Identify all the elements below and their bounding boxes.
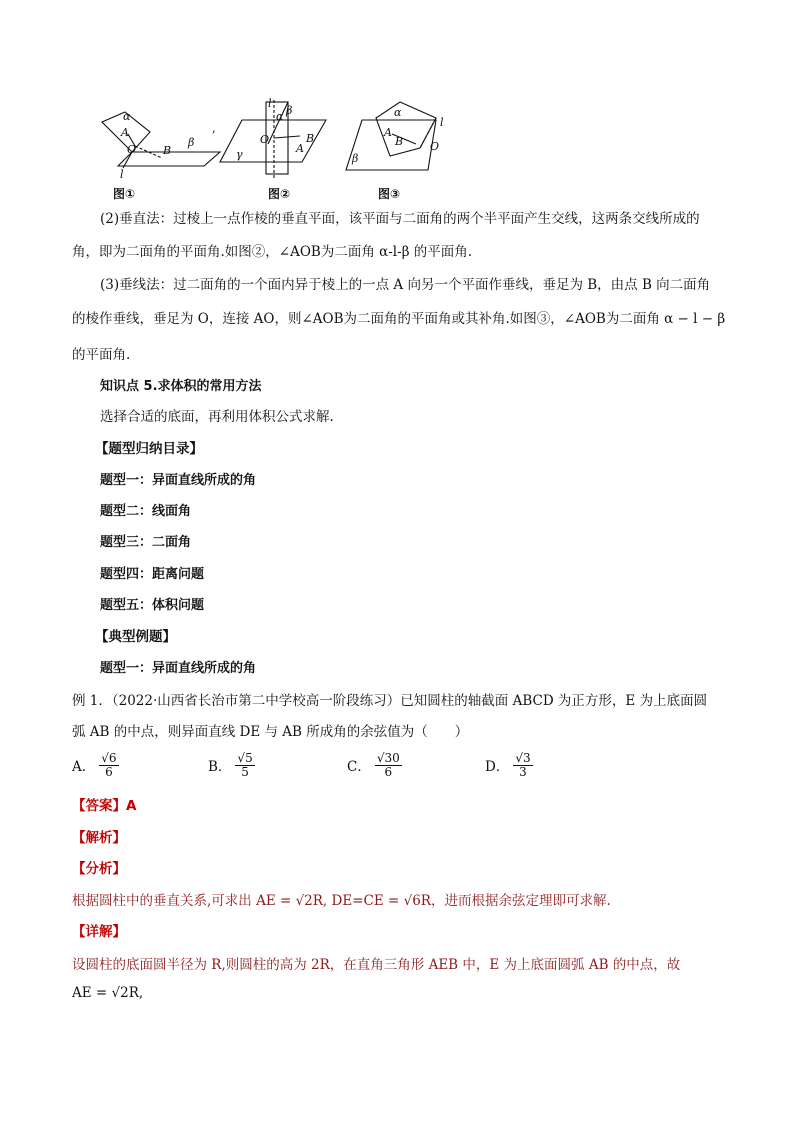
xiangjie-line2: AE = √2R, [72, 985, 144, 1001]
catalog-item-3: 题型三：二面角 [100, 535, 192, 550]
option-d [485, 752, 533, 778]
fig2-label-alpha: α [276, 110, 284, 123]
fig2-label-beta: β [286, 104, 293, 117]
fenxi-text: 根据圆柱中的垂直关系,可求出 AE = √2R, DE=CE = √6R，进而根据余弦定理即可求解. [72, 893, 611, 909]
option-b-numerator: √5 [237, 751, 253, 765]
fig3-label-a: A [384, 126, 392, 139]
option-c-denominator: 6 [384, 764, 393, 779]
fig3-caption: 图③ [378, 187, 401, 201]
option-a-numerator: √6 [101, 751, 117, 765]
option-a-fraction [99, 752, 118, 778]
option-c-letter: C． [347, 759, 371, 776]
fig2-segment-ob [274, 136, 300, 138]
option-a [72, 752, 119, 778]
catalog-item-4: 题型四：距离问题 [100, 567, 205, 582]
kp5-title: 知识点 5.求体积的常用方法 [100, 379, 262, 394]
fig3-label-l: l [440, 116, 444, 129]
para2-line1: (2)垂直法：过棱上一点作棱的垂直平面，该平面与二面角的两个半平面产生交线，这两条交线所成的 [100, 211, 700, 227]
option-b-denominator: 5 [241, 764, 249, 779]
fig3-label-b: B [395, 135, 404, 148]
xiangjie-line1: 设圆柱的底面圆半径为 R,则圆柱的高为 2R，在直角三角形 AEB 中，E 为上底面圆弧 AB 的中点，故 [72, 957, 681, 973]
option-d-fraction [513, 752, 532, 778]
fig1-label-l: l [120, 168, 124, 180]
fig1-label-a: A [121, 126, 129, 139]
option-d-numerator: √3 [515, 751, 531, 765]
fig2-label-o: O [260, 133, 270, 146]
option-d-letter: D． [485, 759, 510, 776]
fig2-label-a: A [296, 142, 304, 155]
answer-row [72, 794, 136, 814]
option-c-numerator: √30 [376, 751, 400, 765]
catalog-item-5: 题型五：体积问题 [100, 598, 205, 613]
option-c [347, 752, 402, 778]
fig1-label-alpha: α [123, 110, 131, 123]
para3-line3: 的平面角. [72, 347, 131, 363]
fig2-label-l: l [268, 98, 272, 110]
fig2-caption: 图② [268, 187, 291, 201]
para3-line2: 的棱作垂线，垂足为 O，连接 AO，则∠AOB为二面角的平面角或其补角.如图③，∠AOB为二面角 α − l − β [72, 311, 726, 327]
option-a-denominator: 6 [105, 764, 113, 779]
answer-label: 【答案】 [72, 798, 126, 814]
fig1-label-beta: β [188, 136, 195, 149]
option-d-denominator: 3 [519, 764, 527, 779]
fig2-label-gamma: γ [236, 148, 243, 161]
example1-line1: 例 1．（2022·山西省长治市第二中学校高一阶段练习）已知圆柱的轴截面 ABCD 为正方形，E 为上底面圆 [72, 693, 708, 709]
option-b [208, 752, 255, 778]
para2-line2: 角，即为二面角的平面角.如图②，∠AOB为二面角 α-l-β 的平面角. [72, 244, 473, 260]
para3-line1: (3)垂线法：过二面角的一个面内异于棱上的一点 A 向另一个平面作垂线，垂足为 B，由点 B 向二面角 [100, 277, 711, 293]
catalog-item-2: 题型二：线面角 [100, 504, 192, 519]
section-title: 题型一：异面直线所成的角 [100, 661, 257, 676]
catalog-item-1: 题型一：异面直线所成的角 [100, 473, 257, 488]
examples-header: 【典型例题】 [95, 629, 176, 645]
answer-value: A [126, 798, 137, 814]
fig1-label-o: O [127, 143, 137, 156]
jiexi-label: 【解析】 [72, 830, 126, 846]
fig3-label-beta: β [352, 152, 359, 165]
fenxi-label: 【分析】 [72, 861, 126, 877]
option-b-fraction [235, 752, 254, 778]
option-a-letter: A． [72, 759, 96, 776]
option-c-fraction [375, 752, 402, 778]
dihedral-angle-figures [90, 98, 460, 180]
fig2-label-b: B [306, 132, 315, 145]
kp5-body: 选择合适的底面，再利用体积公式求解. [100, 409, 334, 425]
figure-separator: , [212, 121, 216, 135]
example1-line2: 弧 AB 的中点，则异面直线 DE 与 AB 所成角的余弦值为（ ） [72, 724, 469, 740]
fig1-label-b: B [163, 144, 172, 157]
fig1-caption: 图① [113, 187, 136, 201]
fig3-label-o: O [430, 140, 440, 153]
fig3-label-alpha: α [394, 106, 402, 119]
option-b-letter: B． [208, 759, 232, 776]
xiangjie-label: 【详解】 [72, 924, 126, 940]
catalog-header: 【题型归纳目录】 [95, 441, 203, 457]
